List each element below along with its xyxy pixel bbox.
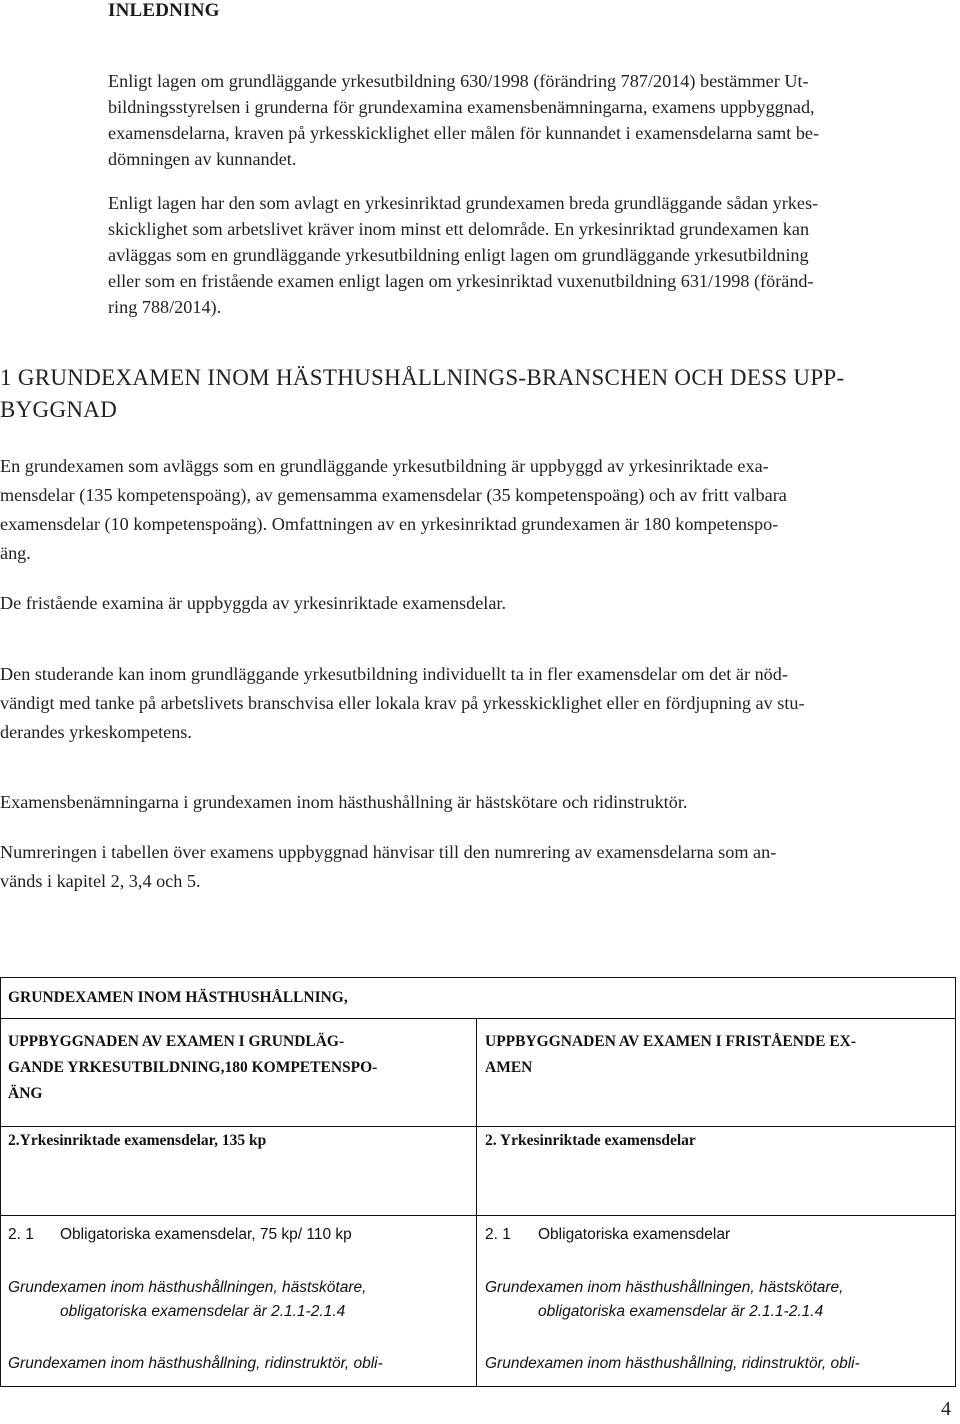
body-paragraph-5 xyxy=(0,838,776,896)
text-line: vänds i kapitel 2, 3,4 och 5. xyxy=(0,871,201,891)
body-paragraph-4 xyxy=(0,788,687,817)
body-paragraph-2 xyxy=(0,589,506,618)
page-number: 4 xyxy=(941,1398,951,1420)
text-line: derandes yrkeskompetens. xyxy=(0,722,192,742)
text-line: ring 788/2014). xyxy=(108,297,222,317)
left-subheader: 2.Yrkesinriktade examensdelar, 135 kp xyxy=(8,1132,267,1149)
header-line: UPPBYGGNADEN AV EXAMEN I FRISTÅENDE EX- xyxy=(485,1033,857,1050)
header-line: ÄNG xyxy=(8,1085,43,1102)
heading-inledning: INLEDNING xyxy=(108,0,220,21)
table-column-divider xyxy=(476,1019,477,1387)
text-line: Enligt lagen om grundläggande yrkesutbildning 630/1998 (förändring 787/2014) bestämmer Ut- xyxy=(108,71,809,91)
text-line: Enligt lagen har den som avlagt en yrkesinriktad grundexamen breda grundläggande sådan yrkes- xyxy=(108,193,819,213)
text-line: Examensbenämningarna i grundexamen inom hästhushållning är hästskötare och ridinstruktör. xyxy=(0,792,688,812)
right-line-3: Grundexamen inom hästhushållning, ridinstruktör, obli- xyxy=(485,1355,860,1372)
text-line: mensdelar (135 kompetenspoäng), av gemensamma examensdelar (35 kompetenspoäng) och av fritt valbara xyxy=(0,485,787,505)
text-line: äng. xyxy=(0,543,31,563)
text-line: dömningen av kunnandet. xyxy=(108,149,297,169)
left-line-1: Grundexamen inom hästhushållningen, hästskötare, xyxy=(8,1279,367,1296)
text-line: eller som en fristående examen enligt lagen om yrkesinriktad vuxenutbildning 631/1998 (föränd- xyxy=(108,271,814,291)
text-line: En grundexamen som avläggs som en grundläggande yrkesutbildning är uppbyggd av yrkesinriktade exa- xyxy=(0,456,769,476)
body-paragraph-1 xyxy=(0,452,787,568)
right-line-2: obligatoriska examensdelar är 2.1.1-2.1.4 xyxy=(538,1303,824,1320)
right-subheader: 2. Yrkesinriktade examensdelar xyxy=(485,1132,696,1149)
left-item-label: Obligatoriska examensdelar, 75 kp/ 110 kp xyxy=(60,1226,352,1243)
table-row-divider xyxy=(0,1215,956,1216)
intro-paragraph-2 xyxy=(108,190,818,320)
right-line-1: Grundexamen inom hästhushållningen, hästskötare, xyxy=(485,1279,844,1296)
table-row-divider xyxy=(0,1126,956,1127)
header-line: UPPBYGGNADEN AV EXAMEN I GRUNDLÄG- xyxy=(8,1033,345,1050)
header-line: AMEN xyxy=(485,1059,533,1076)
left-column-header xyxy=(8,1029,377,1107)
header-line: GANDE YRKESUTBILDNING,180 KOMPETENSPO- xyxy=(8,1059,378,1076)
right-item-label: Obligatoriska examensdelar xyxy=(538,1226,731,1243)
section-heading xyxy=(0,362,844,426)
text-line: Numreringen i tabellen över examens uppbyggnad hänvisar till den numrering av examensdelarna som an- xyxy=(0,842,777,862)
text-line: avläggas som en grundläggande yrkesutbildning enligt lagen om grundläggande yrkesutbildning xyxy=(108,245,809,265)
text-line: examensdelar (10 kompetenspoäng). Omfattningen av en yrkesinriktad grundexamen är 180 kompetenspo- xyxy=(0,514,779,534)
body-paragraph-3 xyxy=(0,660,805,747)
right-item-number: 2. 1 xyxy=(485,1226,511,1243)
text-line: Den studerande kan inom grundläggande yrkesutbildning individuellt ta in fler examensdelar om det är nöd- xyxy=(0,664,788,684)
text-line: vändigt med tanke på arbetslivets branschvisa eller lokala krav på yrkesskicklighet eller en fördjupning av stu- xyxy=(0,693,805,713)
intro-paragraph-1 xyxy=(108,68,819,172)
left-line-2: obligatoriska examensdelar är 2.1.1-2.1.4 xyxy=(60,1303,346,1320)
left-line-3: Grundexamen inom hästhushållning, ridinstruktör, obli- xyxy=(8,1355,383,1372)
left-item-number: 2. 1 xyxy=(8,1226,34,1243)
structure-table xyxy=(0,977,956,1387)
text-line: examensdelarna, kraven på yrkesskicklighet eller målen för kunnandet i examensdelarna samt be- xyxy=(108,123,820,143)
section-heading-line: 1 GRUNDEXAMEN INOM HÄSTHUSHÅLLNINGS-BRANSCHEN OCH DESS UPP- xyxy=(0,365,845,390)
section-heading-line: BYGGNAD xyxy=(0,397,118,422)
text-line: bildningsstyrelsen i grunderna för grundexamina examensbenämningarna, examens uppbyggnad, xyxy=(108,97,815,117)
text-line: De fristående examina är uppbyggda av yrkesinriktade examensdelar. xyxy=(0,593,507,613)
right-column-header xyxy=(485,1029,856,1081)
text-line: skicklighet som arbetslivet kräver inom minst ett delområde. En yrkesinriktad grundexamen kan xyxy=(108,219,810,239)
table-title: GRUNDEXAMEN INOM HÄSTHUSHÅLLNING, xyxy=(8,989,348,1006)
